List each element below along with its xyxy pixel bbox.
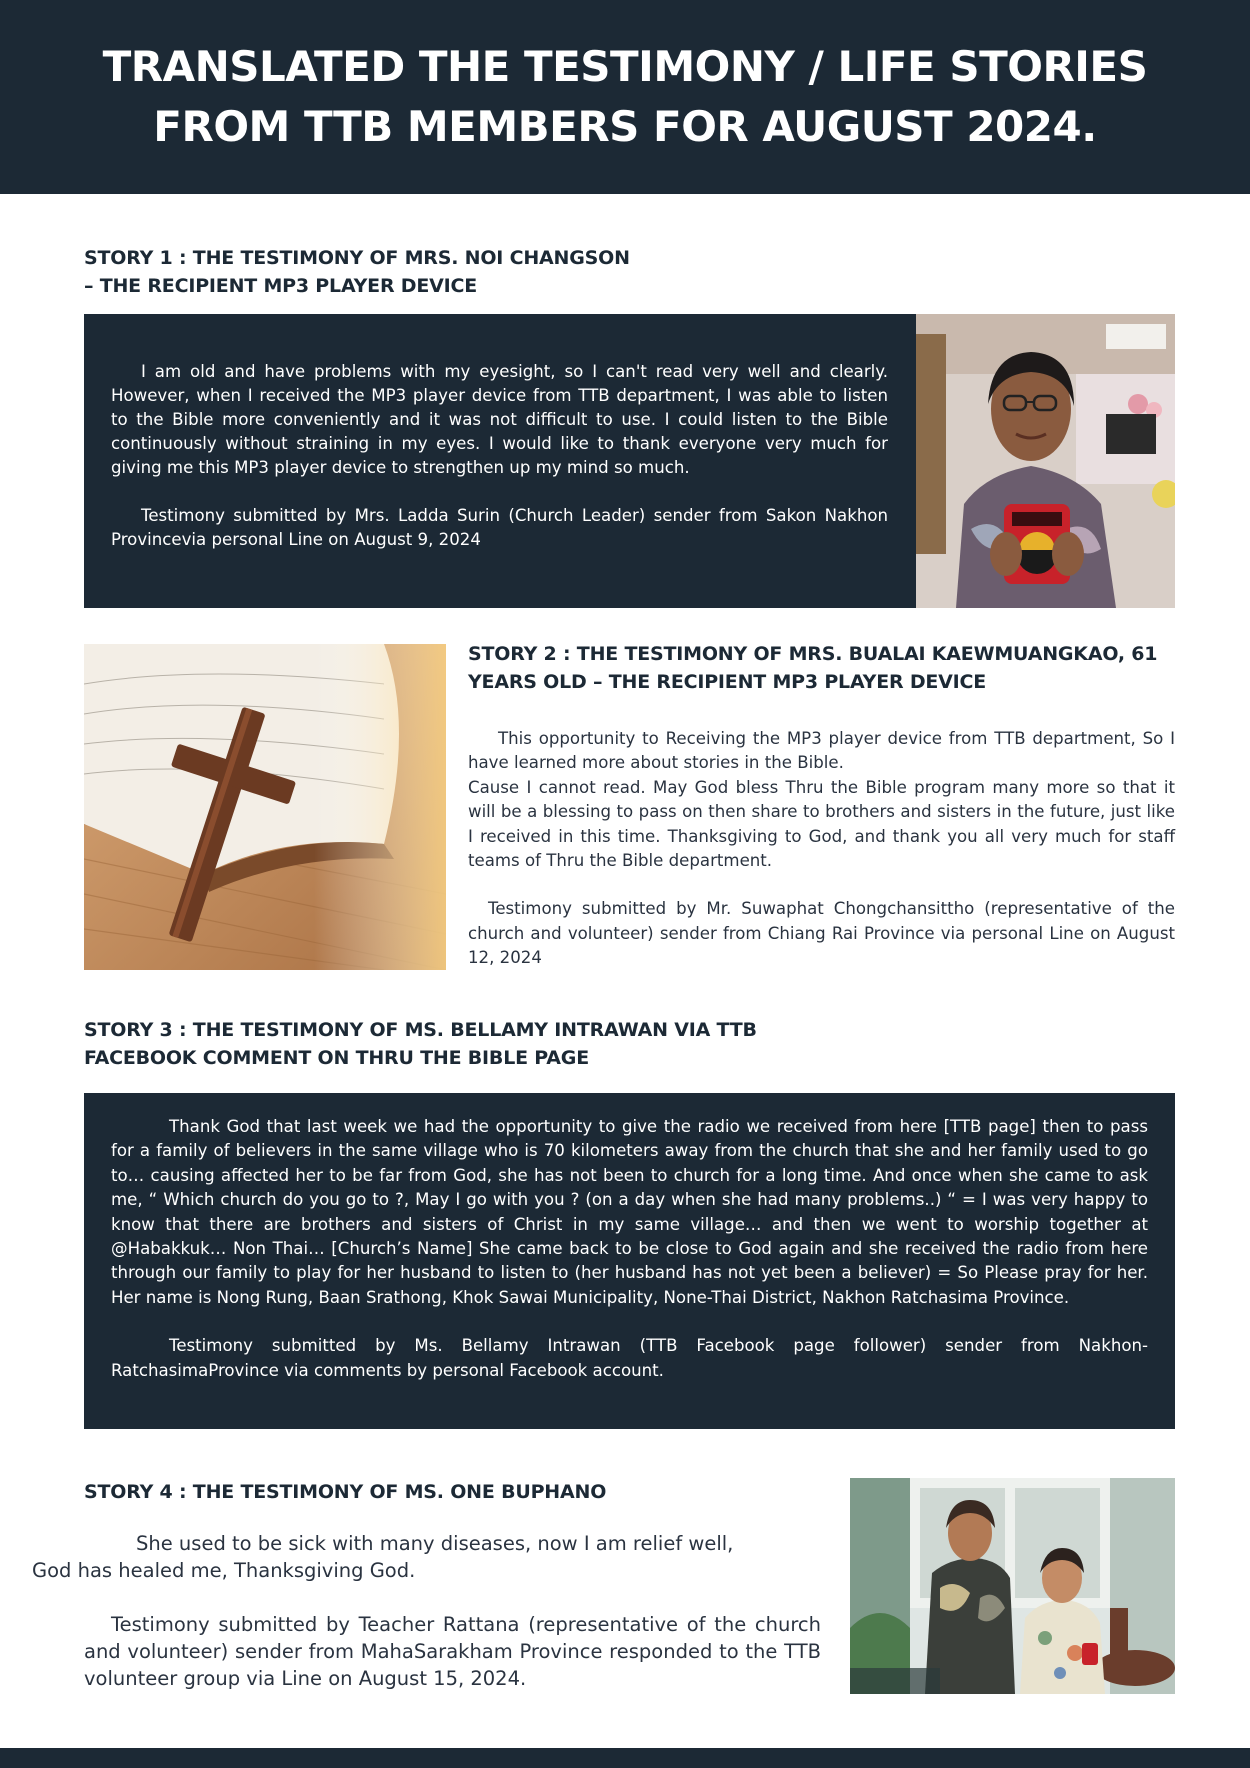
woman-holding-mp3-player-image [916,314,1175,608]
story4-paragraph-line1: She used to be sick with many diseases, now I am relief well, [136,1532,734,1555]
page-title [103,37,1148,157]
story2-photo [84,644,446,970]
story4-paragraph-line2: God has healed me, Thanksgiving God. [32,1559,416,1582]
story4-paragraph [32,1530,821,1584]
story2-title [468,640,1175,696]
story3-title-line2: FACEBOOK COMMENT ON THRU THE BIBLE PAGE [84,1047,589,1069]
story4-photo [850,1478,1175,1694]
page-title-line2: FROM TTB MEMBERS FOR AUGUST 2024. [153,102,1097,151]
two-women-photo-image [850,1478,1175,1694]
footer-bar [0,1748,1250,1768]
story1-text-box [84,314,916,608]
story2-title-line1: STORY 2 : THE TESTIMONY OF MRS. BUALAI KAEWMUANGKAO, 61 [468,643,1158,665]
story1-title-line1: STORY 1 : THE TESTIMONY OF MRS. NOI CHANGSON [84,247,630,269]
story2-body [468,727,1175,971]
story1-title-line2: – THE RECIPIENT MP3 PLAYER DEVICE [84,275,478,297]
story2-paragraph: This opportunity to Receiving the MP3 player device from TTB department, So I have learned more about stories in the Bible. [468,729,1175,773]
story1-paragraph: I am old and have problems with my eyesight, so I can't read very well and clearly. However, when I received the MP3 player device from TTB department, I was able to listen to the Bible more conveniently and it was not difficult to use. I could listen to the Bible continuously without straining in my eyes. I would like to thank everyone very much for giving me this MP3 player device to strengthen up my mind so much. [111,362,888,477]
story4-submission-note: Testimony submitted by Teacher Rattana (representative of the church and volunteer) sender from MahaSarakham Province responded to the TTB volunteer group via Line on August 15, 2024. [84,1613,821,1690]
story1-submission-note: Testimony submitted by Mrs. Ladda Surin (Church Leader) sender from Sakon Nakhon Provincevia personal Line on August 9, 2024 [111,506,888,549]
story3-title [84,1016,757,1072]
story3-title-line1: STORY 3 : THE TESTIMONY OF MS. BELLAMY INTRAWAN VIA TTB [84,1019,757,1041]
story1-title [84,244,630,300]
cross-on-bible-image [84,644,446,970]
story2-title-line2: YEARS OLD – THE RECIPIENT MP3 PLAYER DEVICE [468,671,987,693]
story1-photo [916,314,1175,608]
story4-title-line: STORY 4 : THE TESTIMONY OF MS. ONE BUPHANO [84,1481,607,1503]
story2-paragraph-continued: Cause I cannot read. May God bless Thru the Bible program many more so that it will be a blessing to pass on then share to brothers and sisters in the future, just like I received in this time. Thanksgiving to God, and thank you all very much for staff teams of Thru the Bible department. [468,777,1175,871]
story2-submission-note: Testimony submitted by Mr. Suwaphat Chongchansittho (representative of the church and volunteer) sender from Chiang Rai Province via personal Line on August 12, 2024 [468,899,1175,968]
story3-text-box [84,1093,1175,1429]
page-header [0,0,1250,194]
page-title-line1: TRANSLATED THE TESTIMONY / LIFE STORIES [102,42,1148,91]
story4-title [84,1478,606,1506]
story3-submission-note: Testimony submitted by Ms. Bellamy Intrawan (TTB Facebook page follower) sender from Nakhon-RatchasimaProvince via comments by personal Facebook account. [111,1336,1148,1380]
story4-body [32,1530,821,1692]
story3-paragraph: Thank God that last week we had the opportunity to give the radio we received from here [TTB page] then to pass for a family of believers in the same village who is 70 kilometers away from the church that she and her family used to go to… causing affected her to be far from God, she has not been to church for a long time. And once when she came to ask me, “ Which church do you go to ?, May I go with you ? (on a day when she had many problems..) “ = I was very happy to know that there are brothers and sisters of Christ in my same village… and then we went to worship together at @Habakkuk… Non Thai… [Church’s Name] She came back to be close to God again and she received the radio from here through our family to play for her husband to listen to (her husband has not yet been a believer) = So Please pray for her. Her name is Nong Rung, Baan Srathong, Khok Sawai Municipality, None-Thai District, Nakhon Ratchasima Province. [111,1117,1148,1307]
